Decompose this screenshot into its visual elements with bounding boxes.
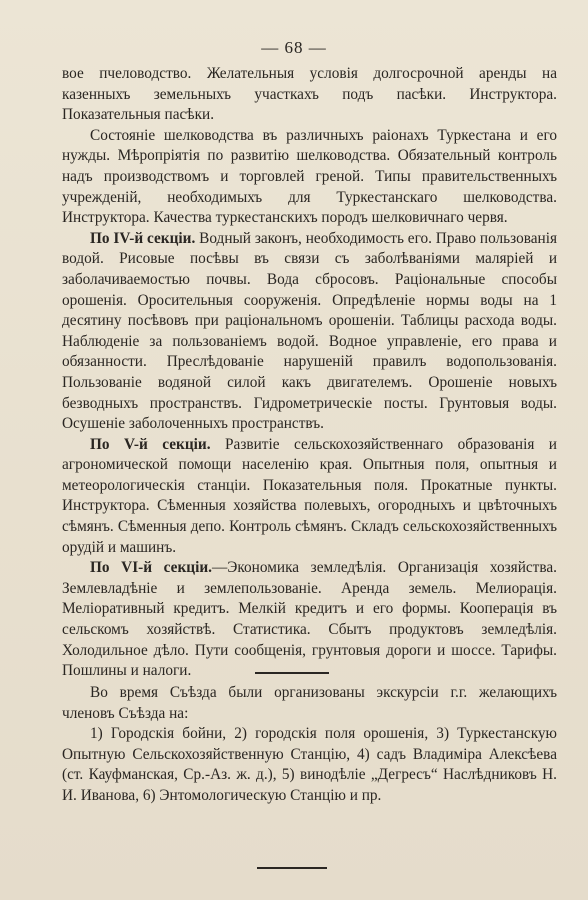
end-divider: [257, 867, 327, 869]
paragraph-excursions-intro: Во время Съѣзда были организованы экскурсіи г.г. желающихъ членовъ Съѣзда на:: [62, 684, 557, 722]
paragraph-section-5: [62, 435, 557, 559]
paragraph-text: Состояніе шелководства въ различныхъ раіонахъ Туркестана и его нужды. Мѣропріятія по развитію шелководства. Обязательный контроль надъ производствомъ и торговлей греной. Типы правительственныхъ учрежденій, необходимыхъ для Туркестанскаго шелководства. Инструктора. Качества туркестанскихъ породъ шелковичнаго червя.: [62, 126, 557, 227]
page-number: — 68 —: [261, 38, 327, 57]
section-heading: По V-й секціи.: [90, 435, 211, 453]
paragraph-text: Водный законъ, необходимость его. Право пользованія водой. Рисовые посѣвы въ связи съ заболѣваніями маляріей и заболачиваемостью почвы. Вода сбросовъ. Раціональные способы орошенія. Оросительныя сооруженія. Опредѣленіе нормы воды на 1 десятину посѣвовъ при раціональномъ орошеніи. Таблицы расхода воды. Наблюденіе за пользованіемъ водой. Водное управленіе, его права и обязанности. Преслѣдованіе нарушеній правилъ водопользованія. Пользованіе водяной силой какъ двигателемъ. Орошеніе новыхъ безводныхъ пространствъ. Гидрометрическіе посты. Грунтовыя воды. Осушеніе заболоченныхъ пространствъ.: [62, 229, 558, 433]
paragraph-text: вое пчеловодство. Желательныя условія долгосрочной аренды на казенныхъ земельныхъ участкахъ подъ пасѣки. Инструктора. Показательныя пасѣки.: [62, 65, 557, 124]
paragraph-section-4: [62, 229, 557, 435]
section-divider: [255, 672, 329, 674]
section-heading: По IV-й секціи.: [90, 229, 196, 247]
paragraph-text: —Экономика земледѣлія. Организація хозяйства. Землевладѣніе и землепользованіе. Аренда земель. Мелиорація. Меліоративный кредитъ. Мелкій кредитъ и его формы. Кооперація въ сельскомъ хозяйствѣ. Статистика. Сбытъ продуктовъ земледѣлія. Холодильное дѣло. Пути сообщенія, грунтовыя дороги и шоссе. Тарифы. Пошлины и налоги.: [62, 559, 557, 680]
paragraph-text: Развитіе сельскохозяйственнаго образованія и агрономической помощи населенію края. Опытныя поля, опытныя и метеорологическія станціи. Показательныя поля. Прокатные пункты. Инструктора. Сѣменныя хозяйства полевыхъ, огородныхъ и цвѣточныхъ сѣмянъ. Сѣменныя депо. Контроль сѣмянъ. Складъ сельскохозяйственныхъ орудій и машинъ.: [62, 435, 557, 556]
paragraph-sericulture: [62, 126, 557, 229]
paragraph-apiculture-end: [62, 64, 557, 126]
section-heading: По VI-й секціи.: [90, 559, 212, 577]
paragraph-excursions-list: 1) Городскія бойни, 2) городскія поля орошенія, 3) Туркестанскую Опытную Сельскохозяйственную Станцію, 4) садъ Владиміра Алексѣева (ст. Кауфманская, Ср.-Аз. ж. д.), 5) винодѣліе „Дегресъ“ Наслѣдниковъ Н. И. Иванова, 6) Энтомологическую Станцію и пр.: [62, 725, 557, 804]
paragraph-section-6: [62, 558, 557, 682]
main-text: [62, 64, 557, 682]
excursions-text: [62, 683, 557, 807]
